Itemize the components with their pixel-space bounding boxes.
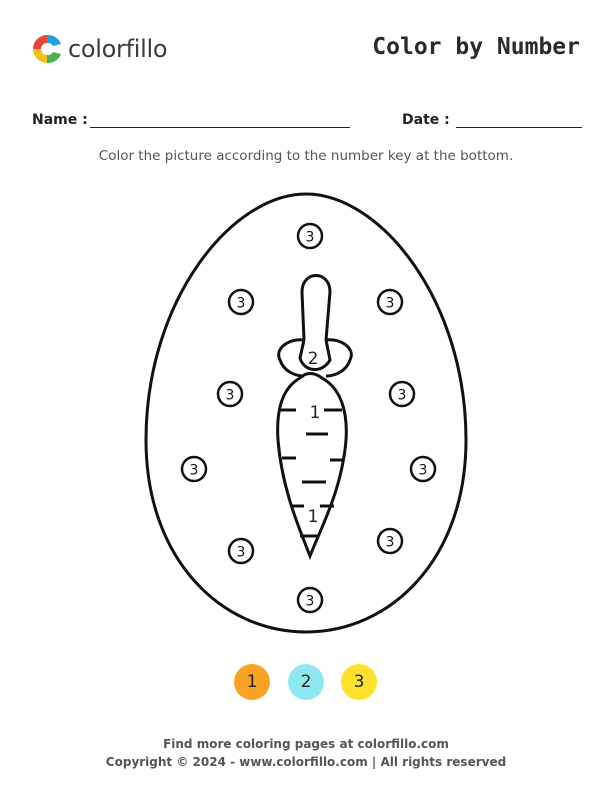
page-title: Color by Number [372, 34, 580, 60]
name-label: Name : [32, 112, 88, 128]
carrot-body-number-top: 1 [309, 403, 321, 423]
egg-marker-number: 3 [418, 462, 428, 479]
egg-marker-number: 3 [189, 462, 199, 479]
egg-marker [182, 457, 206, 481]
egg-marker-number: 3 [385, 534, 395, 551]
egg-marker [390, 382, 414, 406]
egg-marker-number: 3 [305, 593, 315, 610]
color-key-number: 2 [300, 672, 312, 692]
carrot-leaves-number: 2 [307, 349, 319, 369]
egg-marker-number: 3 [385, 295, 395, 312]
egg-marker [411, 457, 435, 481]
brand-name: colorfillo [68, 35, 168, 63]
carrot-body-number-bottom: 1 [307, 507, 319, 527]
egg-marker [298, 588, 322, 612]
footer-promo: Find more coloring pages at colorfillo.com [163, 737, 449, 751]
egg-outline[interactable] [146, 194, 466, 632]
egg-marker-number: 3 [236, 544, 246, 561]
egg-marker-number: 3 [305, 229, 315, 246]
footer-copyright: Copyright © 2024 - www.colorfillo.com | All rights reserved [105, 755, 507, 769]
date-label: Date : [402, 112, 450, 128]
color-key-number: 3 [353, 672, 365, 692]
color-key-1 [234, 664, 270, 700]
egg-marker [218, 382, 242, 406]
egg-marker [229, 539, 253, 563]
carrot-body[interactable] [278, 374, 347, 557]
egg-marker [378, 290, 402, 314]
egg-marker [298, 224, 322, 248]
color-key-3 [341, 664, 377, 700]
color-key-2 [288, 664, 324, 700]
egg-marker-number: 3 [225, 387, 235, 404]
egg-marker-number: 3 [397, 387, 407, 404]
egg-marker-number: 3 [236, 295, 246, 312]
instructions-text: Color the picture according to the number key at the bottom. [98, 148, 514, 164]
egg-marker [229, 290, 253, 314]
egg-marker [378, 529, 402, 553]
color-key-number: 1 [246, 672, 258, 692]
